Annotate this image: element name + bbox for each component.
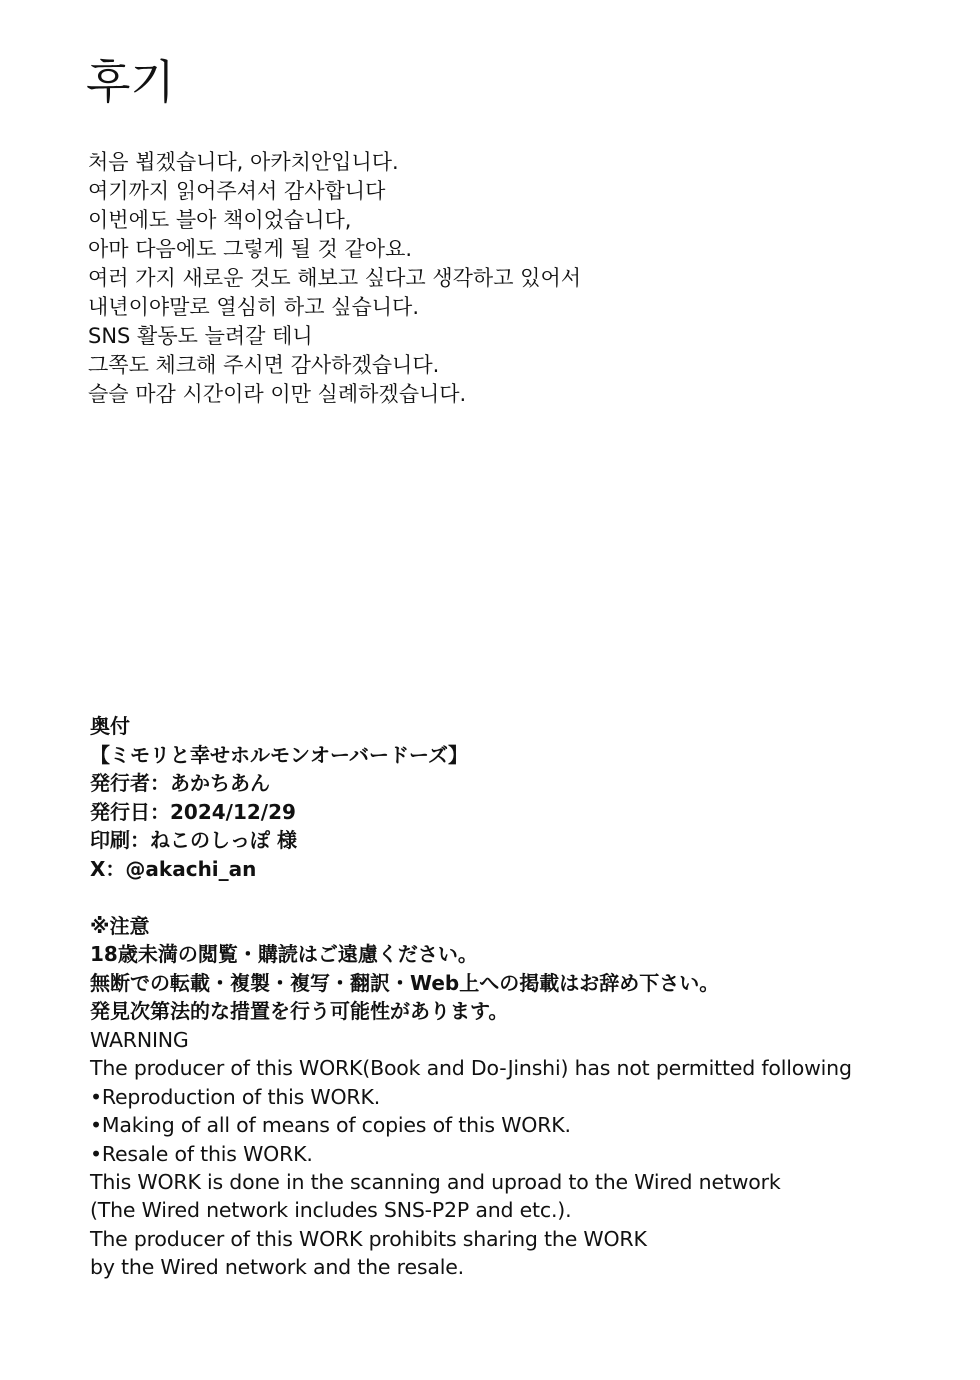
afterword-line: 여러 가지 새로운 것도 해보고 싶다고 생각하고 있어서 xyxy=(88,266,582,290)
publisher: 発行者：あかちあん xyxy=(90,771,270,796)
afterword-line: 그쪽도 체크해 주시면 감사하겠습니다. xyxy=(88,353,440,377)
afterword-body xyxy=(88,148,581,409)
x-account: X：@akachi_an xyxy=(90,856,257,881)
colophon xyxy=(90,712,719,1026)
warning-line: This WORK is done in the scanning and uproad to the Wired network xyxy=(90,1170,781,1195)
afterword-line: 여기까지 읽어주셔서 감사합니다 xyxy=(88,179,386,203)
warning-line: •Making of all of means of copies of this WORK. xyxy=(90,1113,571,1138)
warning-line: by the Wired network and the resale. xyxy=(90,1255,464,1280)
spacer xyxy=(90,884,719,912)
warning-line: WARNING xyxy=(90,1028,189,1052)
warning-line: •Resale of this WORK. xyxy=(90,1141,313,1166)
warning-line: The producer of this WORK(Book and Do-Jinshi) has not permitted following xyxy=(90,1056,852,1081)
notice-jp-line: 18歳未満の閲覧・購読はご遠慮ください。 xyxy=(90,942,478,967)
notice-jp-line: 発見次第法的な措置を行う可能性があります。 xyxy=(90,999,509,1024)
notice-heading: ※注意 xyxy=(90,913,150,938)
afterword-line: SNS 활동도 늘려갈 테니 xyxy=(88,324,313,348)
warning-line: (The Wired network includes SNS-P2P and etc.). xyxy=(90,1198,572,1223)
warning-en xyxy=(90,1026,852,1282)
warning-line: •Reproduction of this WORK. xyxy=(90,1084,381,1109)
afterword-line: 슬슬 마감 시간이라 이만 실례하겠습니다. xyxy=(88,382,467,406)
afterword-line: 이번에도 블아 책이었습니다, xyxy=(88,208,352,232)
colophon-heading: 奥付 xyxy=(90,714,130,738)
afterword-line: 내년이야말로 열심히 하고 싶습니다. xyxy=(88,295,419,319)
publish-date: 発行日：2024/12/29 xyxy=(90,799,296,824)
afterword-line: 아마 다음에도 그렇게 될 것 같아요. xyxy=(88,237,413,261)
warning-line: The producer of this WORK prohibits sharing the WORK xyxy=(90,1226,647,1251)
printer: 印刷：ねこのしっぽ 様 xyxy=(90,828,297,853)
afterword-line: 처음 뵙겠습니다, 아카치안입니다. xyxy=(88,150,399,174)
book-title: 【ミモリと幸せホルモンオーバードーズ】 xyxy=(90,742,468,767)
notice-jp-line: 無断での転載・複製・複写・翻訳・Web上への掲載はお辞め下さい。 xyxy=(90,970,720,995)
afterword-title: 후기 xyxy=(86,55,175,109)
